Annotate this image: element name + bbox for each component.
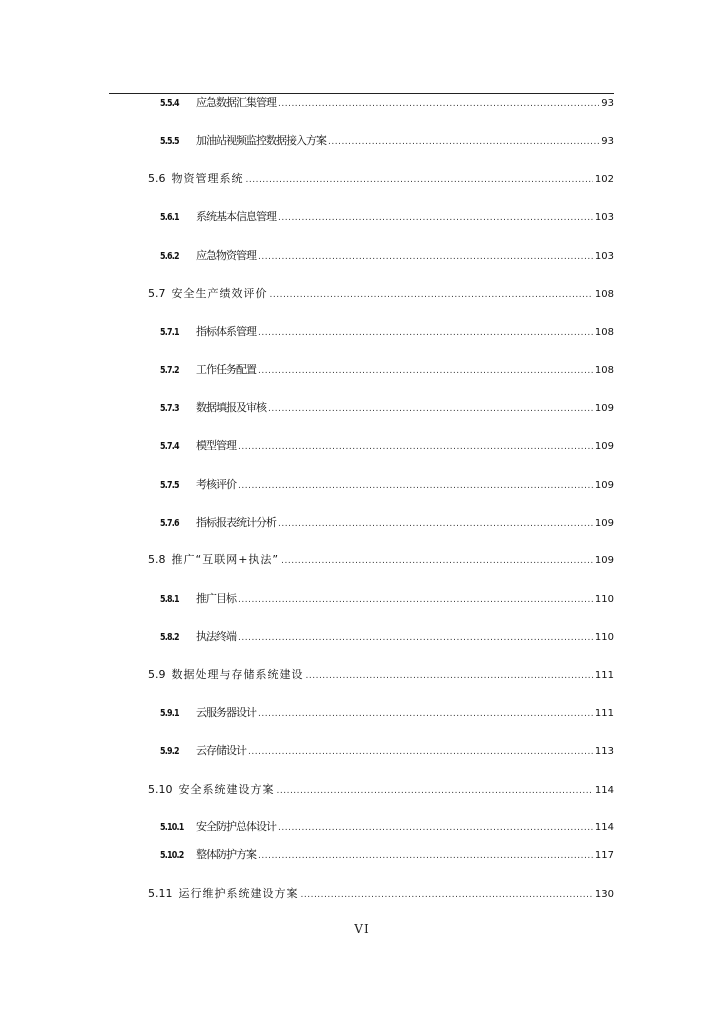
toc-entry-page: 113: [594, 746, 614, 757]
toc-entry-number: 5.7.5: [160, 480, 179, 491]
toc-entry-title: 整体防护方案: [196, 848, 256, 861]
toc-entry-page: 111: [594, 670, 614, 681]
toc-entry-number: 5.6.2: [160, 251, 179, 262]
toc-entry-number: 5.10.2: [160, 850, 184, 861]
toc-leader-dots: [278, 517, 593, 531]
toc-entry-title: 推广“互联网+执法”: [171, 553, 280, 566]
toc-entry-5-9-2[interactable]: [160, 744, 614, 759]
toc-leader-dots: [238, 479, 593, 493]
toc-entry-5-10[interactable]: [148, 783, 614, 798]
toc-entry-5-6[interactable]: [148, 172, 614, 187]
toc-entry-title: 安全生产绩效评价: [171, 287, 268, 300]
toc-entry-number: 5.9: [148, 668, 166, 681]
toc-leader-dots: [270, 288, 593, 302]
toc-entry-number: 5.7.3: [160, 403, 179, 414]
toc-leader-dots: [306, 669, 593, 683]
toc-entry-number: 5.5.5: [160, 136, 179, 147]
toc-entry-title: 推广目标: [196, 592, 236, 605]
toc-leader-dots: [278, 97, 599, 111]
toc-entry-5-5-4[interactable]: [160, 96, 614, 111]
toc-entry-page: 110: [594, 594, 614, 605]
toc-entry-title: 模型管理: [196, 439, 236, 452]
toc-entry-page: 102: [594, 174, 614, 185]
toc-leader-dots: [258, 326, 593, 340]
toc-leader-dots: [258, 849, 593, 863]
toc-entry-5-9-1[interactable]: [160, 706, 614, 721]
toc-entry-page: 130: [594, 889, 614, 900]
toc-leader-dots: [268, 402, 593, 416]
toc-entry-title: 指标体系管理: [196, 325, 256, 338]
toc-leader-dots: [277, 784, 593, 798]
toc-entry-title: 云存储设计: [196, 744, 246, 757]
header-rule: [109, 93, 614, 94]
toc-entry-number: 5.5.4: [160, 98, 179, 109]
toc-entry-title: 安全系统建设方案: [178, 783, 275, 796]
toc-entry-5-8-1[interactable]: [160, 592, 614, 607]
toc-leader-dots: [281, 554, 593, 568]
toc-entry-page: 108: [594, 365, 614, 376]
toc-entry-page: 109: [594, 480, 614, 491]
toc-entry-page: 109: [594, 403, 614, 414]
toc-entry-5-6-1[interactable]: [160, 210, 614, 225]
toc-entry-number: 5.7: [148, 287, 166, 300]
toc-leader-dots: [238, 631, 593, 645]
toc-entry-5-7[interactable]: [148, 287, 614, 302]
toc-entry-title: 数据填报及审核: [196, 401, 266, 414]
toc-entry-5-10-2[interactable]: [160, 848, 614, 863]
toc-entry-page: 103: [594, 251, 614, 262]
toc-entry-number: 5.8.2: [160, 632, 179, 643]
toc-entry-5-10-1[interactable]: [160, 820, 614, 835]
toc-entry-title: 执法终端: [196, 630, 236, 643]
toc-entry-title: 运行维护系统建设方案: [178, 887, 299, 900]
toc-entry-page: 108: [594, 289, 614, 300]
toc-leader-dots: [301, 888, 593, 902]
toc-entry-number: 5.11: [148, 887, 173, 900]
toc-entry-5-8[interactable]: [148, 553, 614, 568]
toc-leader-dots: [278, 821, 593, 835]
toc-leader-dots: [238, 593, 593, 607]
toc-entry-page: 109: [594, 518, 614, 529]
toc-entry-title: 应急物资管理: [196, 249, 256, 262]
toc-entry-page: 93: [601, 136, 614, 147]
toc-entry-number: 5.9.1: [160, 708, 179, 719]
toc-entry-title: 考核评价: [196, 478, 236, 491]
toc-leader-dots: [278, 211, 593, 225]
toc-entry-page: 109: [594, 441, 614, 452]
toc-entry-page: 111: [594, 708, 614, 719]
toc-leader-dots: [246, 173, 593, 187]
toc-entry-5-7-4[interactable]: [160, 439, 614, 454]
toc-entry-number: 5.6.1: [160, 212, 179, 223]
toc-entry-page: 110: [594, 632, 614, 643]
toc-entry-5-9[interactable]: [148, 668, 614, 683]
toc-entry-number: 5.10: [148, 783, 173, 796]
toc-entry-title: 指标报表统计分析: [196, 516, 276, 529]
toc-entry-number: 5.7.4: [160, 441, 179, 452]
toc-entry-5-7-1[interactable]: [160, 325, 614, 340]
toc-entry-5-7-5[interactable]: [160, 478, 614, 493]
toc-entry-5-8-2[interactable]: [160, 630, 614, 645]
toc-entry-page: 114: [594, 785, 614, 796]
toc-entry-number: 5.6: [148, 172, 166, 185]
toc-entry-page: 109: [594, 555, 614, 566]
toc-entry-title: 云服务器设计: [196, 706, 256, 719]
toc-entry-title: 数据处理与存储系统建设: [171, 668, 304, 681]
toc-entry-number: 5.7.2: [160, 365, 179, 376]
toc-leader-dots: [258, 250, 593, 264]
page-number: VI: [354, 922, 370, 936]
toc-entry-title: 系统基本信息管理: [196, 210, 276, 223]
toc-entry-title: 工作任务配置: [196, 363, 256, 376]
toc-entry-5-6-2[interactable]: [160, 249, 614, 264]
toc-entry-title: 应急数据汇集管理: [196, 96, 276, 109]
toc-entry-page: 114: [594, 822, 614, 833]
toc-entry-title: 安全防护总体设计: [196, 820, 276, 833]
toc-entry-5-7-6[interactable]: [160, 516, 614, 531]
toc-entry-5-5-5[interactable]: [160, 134, 614, 149]
toc-entry-title: 物资管理系统: [171, 172, 244, 185]
toc-leader-dots: [258, 364, 593, 378]
toc-leader-dots: [258, 707, 593, 721]
toc-entry-page: 103: [594, 212, 614, 223]
toc-entry-page: 108: [594, 327, 614, 338]
toc-entry-number: 5.8.1: [160, 594, 179, 605]
toc-entry-number: 5.7.6: [160, 518, 179, 529]
toc-entry-number: 5.10.1: [160, 822, 184, 833]
toc-entry-number: 5.8: [148, 553, 166, 566]
toc-entry-page: 93: [601, 98, 614, 109]
toc-entry-page: 117: [594, 850, 614, 861]
toc-entry-5-7-2[interactable]: [160, 363, 614, 378]
toc-entry-5-7-3[interactable]: [160, 401, 614, 416]
toc-leader-dots: [248, 745, 593, 759]
toc-leader-dots: [238, 440, 593, 454]
toc-entry-number: 5.9.2: [160, 746, 179, 757]
toc-entry-number: 5.7.1: [160, 327, 179, 338]
toc-entry-5-11[interactable]: [148, 887, 614, 902]
toc-entry-title: 加油站视频监控数据接入方案: [196, 134, 326, 147]
toc-leader-dots: [328, 135, 599, 149]
